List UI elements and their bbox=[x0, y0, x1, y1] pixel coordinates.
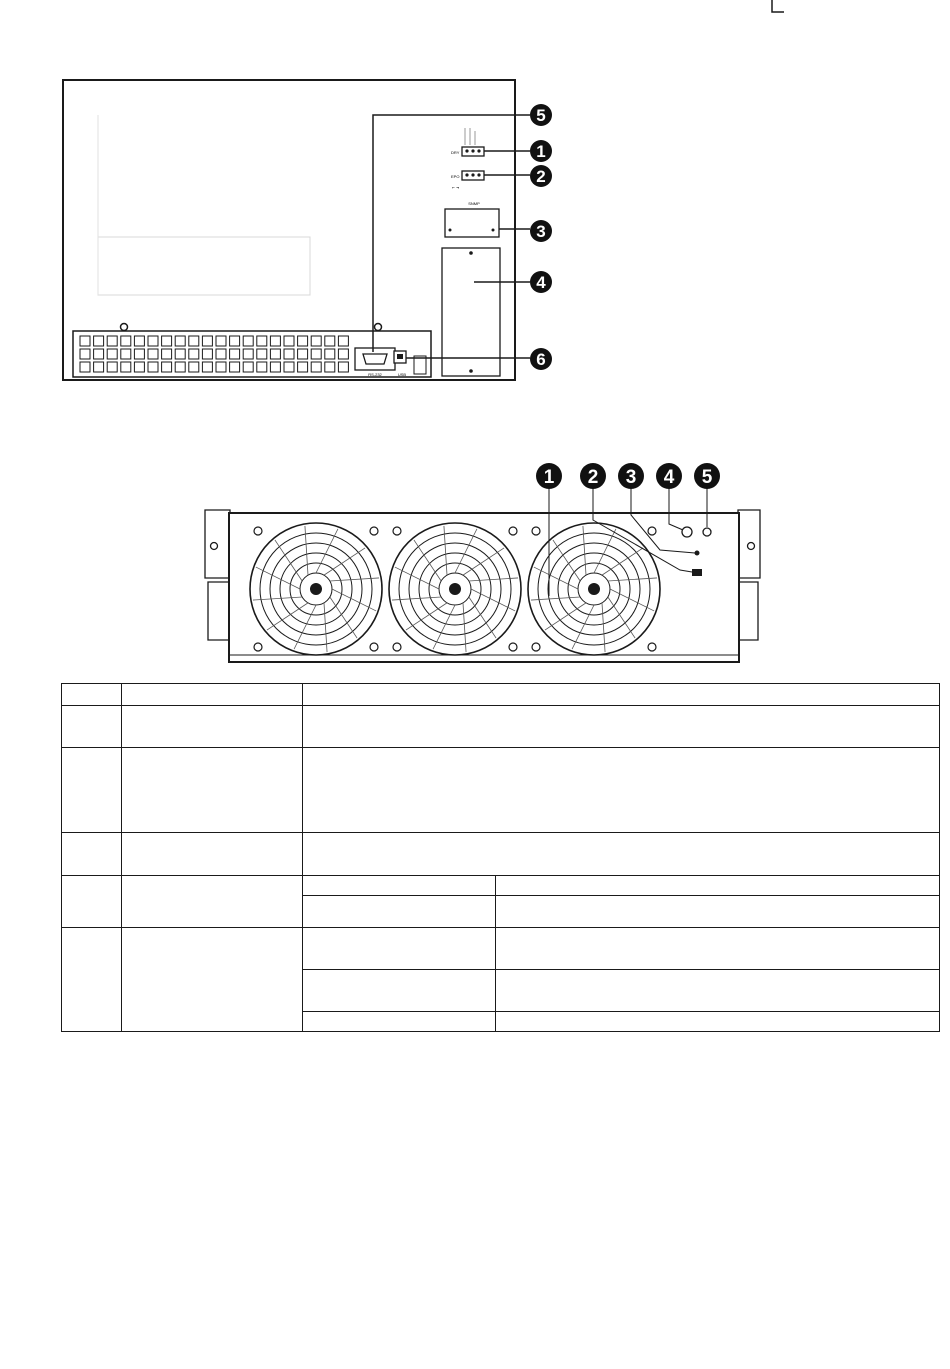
fan-icon bbox=[389, 523, 521, 655]
callout-5-marker bbox=[530, 104, 552, 126]
front-callout-4-marker bbox=[656, 463, 682, 489]
table-row bbox=[62, 706, 940, 748]
table-cell bbox=[303, 684, 940, 706]
table-cell bbox=[122, 928, 303, 1032]
serial-port-label: RS-232 bbox=[368, 372, 382, 377]
table-cell bbox=[496, 928, 940, 970]
table-cell bbox=[303, 748, 940, 833]
table-cell bbox=[496, 970, 940, 1012]
svg-text:2: 2 bbox=[587, 467, 599, 488]
snmp-slot-label: SNMP bbox=[468, 201, 480, 206]
page-corner-mark bbox=[772, 0, 784, 12]
table-cell bbox=[122, 684, 303, 706]
usb-port-label: USB bbox=[397, 372, 407, 377]
description-table bbox=[61, 683, 940, 1032]
dry-contact-label: DRY bbox=[451, 150, 460, 155]
table-cell bbox=[303, 1012, 496, 1032]
front-callout-3-marker bbox=[618, 463, 644, 489]
svg-text:1: 1 bbox=[536, 142, 546, 161]
right-mount-ear bbox=[738, 510, 760, 578]
rear-panel-figure bbox=[0, 0, 950, 400]
svg-text:5: 5 bbox=[536, 106, 546, 125]
table-row bbox=[62, 748, 940, 833]
table-header-row bbox=[62, 684, 940, 706]
table-cell bbox=[303, 833, 940, 876]
front-callout-5-marker bbox=[694, 463, 720, 489]
table-cell bbox=[122, 706, 303, 748]
svg-text:4: 4 bbox=[663, 467, 675, 488]
indicator-led-icon bbox=[703, 528, 711, 536]
table-cell bbox=[122, 748, 303, 833]
dip-switch-icon bbox=[692, 569, 702, 576]
table-cell bbox=[303, 928, 496, 970]
table-cell bbox=[303, 970, 496, 1012]
table-row bbox=[62, 833, 940, 876]
callout-6-marker bbox=[530, 348, 552, 370]
table-cell bbox=[122, 876, 303, 928]
svg-text:3: 3 bbox=[625, 467, 637, 488]
fan-group bbox=[250, 523, 660, 655]
table-cell bbox=[303, 896, 496, 928]
table-cell bbox=[303, 876, 496, 896]
callout-4-marker bbox=[530, 271, 552, 293]
front-callout-1-marker bbox=[536, 463, 562, 489]
serial-port bbox=[355, 348, 395, 370]
svg-text:4: 4 bbox=[536, 273, 546, 292]
table-cell bbox=[62, 748, 122, 833]
svg-text:6: 6 bbox=[536, 350, 546, 369]
epo-label: EPO bbox=[451, 174, 460, 179]
snmp-slot-cover bbox=[445, 209, 499, 237]
fan-icon bbox=[250, 523, 382, 655]
front-panel-figure bbox=[0, 450, 950, 670]
table-cell bbox=[496, 876, 940, 896]
battery-module-slot bbox=[442, 248, 500, 376]
fan-icon bbox=[528, 523, 660, 655]
table-cell bbox=[122, 833, 303, 876]
table-row bbox=[62, 876, 940, 896]
svg-text:2: 2 bbox=[536, 167, 546, 186]
table-row bbox=[62, 928, 940, 970]
table-cell bbox=[62, 833, 122, 876]
status-led-icon bbox=[695, 551, 700, 556]
table-cell bbox=[496, 896, 940, 928]
callout-3-marker bbox=[530, 220, 552, 242]
front-callout-2-marker bbox=[580, 463, 606, 489]
table-cell bbox=[62, 876, 122, 928]
svg-text:⌐ ¬: ⌐ ¬ bbox=[452, 185, 460, 191]
table-cell bbox=[62, 684, 122, 706]
svg-text:5: 5 bbox=[701, 467, 713, 488]
svg-text:3: 3 bbox=[536, 222, 546, 241]
svg-text:1: 1 bbox=[543, 467, 555, 488]
power-button-icon bbox=[682, 527, 692, 537]
table-cell bbox=[303, 706, 940, 748]
table-cell bbox=[62, 928, 122, 1032]
callout-2-marker bbox=[530, 165, 552, 187]
callout-1-marker bbox=[530, 140, 552, 162]
table-cell bbox=[496, 1012, 940, 1032]
table-cell bbox=[62, 706, 122, 748]
